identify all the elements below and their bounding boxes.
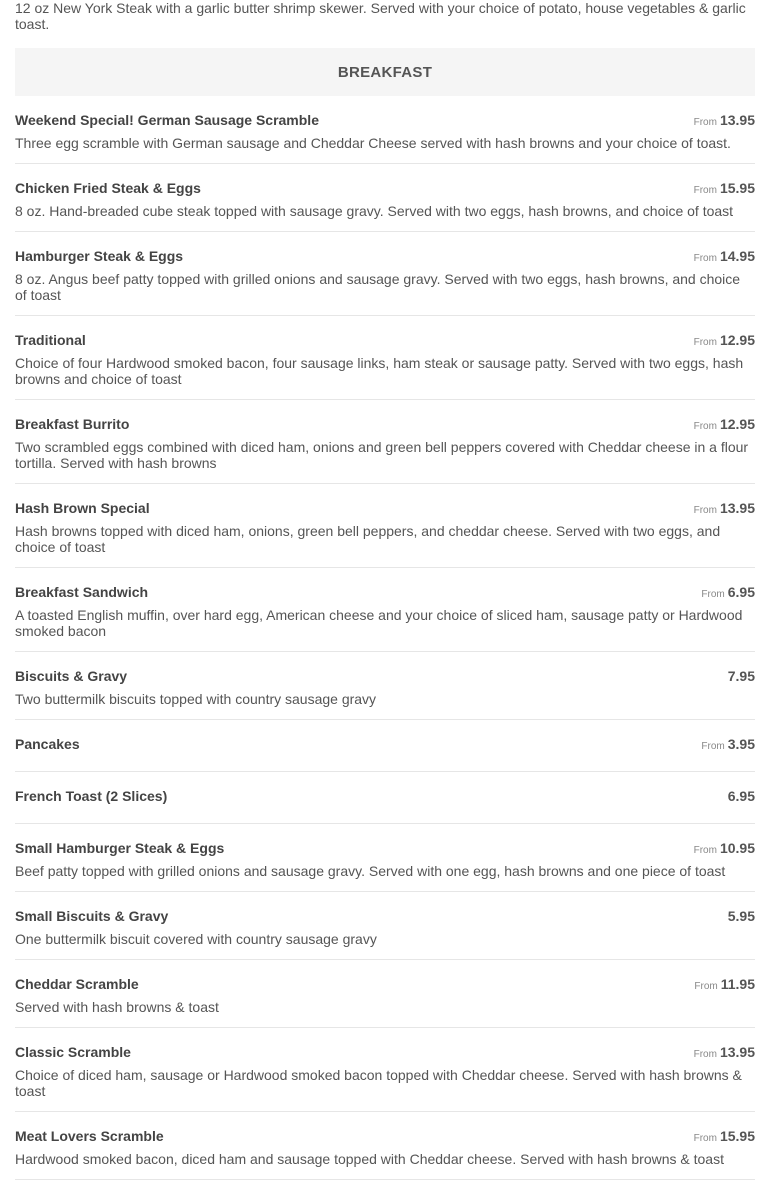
price-from-label: From <box>693 1133 717 1144</box>
menu-item-price: 13.95 <box>719 1044 755 1060</box>
menu-item-name: Pancakes <box>15 736 80 752</box>
menu-item-price-group <box>728 908 755 926</box>
section-header-breakfast[interactable] <box>15 48 755 96</box>
menu-item-price-group <box>694 180 755 198</box>
menu-item-description: One buttermilk biscuit covered with country sausage gravy <box>15 931 377 947</box>
menu-item-price-group <box>694 248 755 266</box>
menu-item-header <box>15 180 755 196</box>
price-from-label: From <box>693 845 717 856</box>
section-title: BREAKFAST <box>337 63 433 81</box>
menu-item[interactable] <box>15 484 755 568</box>
price-from-label: From <box>693 337 717 348</box>
menu-item-price-group <box>728 788 755 806</box>
menu-item-name: Hamburger Steak & Eggs <box>15 248 184 264</box>
menu-item-price: 14.95 <box>719 248 755 264</box>
menu-item-name: Breakfast Sandwich <box>15 584 149 600</box>
menu-item-price: 15.95 <box>719 180 755 196</box>
menu-item-price: 7.95 <box>727 668 755 684</box>
menu-item-header <box>15 976 755 992</box>
menu-item-description: Choice of four Hardwood smoked bacon, four sausage links, ham steak or sausage patty. Served with two eggs, hash browns and choice of toast <box>15 355 744 387</box>
menu-item-price: 13.95 <box>719 112 755 128</box>
price-from-label: From <box>693 185 717 196</box>
menu-item-name: Chicken Fried Steak & Eggs <box>15 180 201 196</box>
price-from-label: From <box>693 253 717 264</box>
menu-item-header <box>15 584 755 600</box>
menu-item[interactable] <box>15 824 755 892</box>
menu-item-header <box>15 668 755 684</box>
menu-item[interactable] <box>15 892 755 960</box>
menu-item[interactable] <box>15 772 755 824</box>
menu-item-price-group <box>694 840 755 858</box>
menu-item-header <box>15 248 755 264</box>
menu-item-price-group <box>701 736 755 754</box>
menu-item-name: Breakfast Burrito <box>15 416 130 432</box>
menu-item-price: 12.95 <box>719 332 755 348</box>
menu-item-price-group <box>694 416 755 434</box>
menu-item-name: Classic Scramble <box>15 1044 131 1060</box>
menu-item-description: Choice of diced ham, sausage or Hardwood smoked bacon topped with Cheddar cheese. Served with hash browns & toast <box>15 1067 742 1099</box>
menu-item[interactable] <box>15 96 755 164</box>
price-from-label: From <box>693 421 717 432</box>
menu-item[interactable] <box>15 652 755 720</box>
previous-item-description: 12 oz New York Steak with a garlic butter shrimp skewer. Served with your choice of potato, house vegetables & garlic toast. <box>15 0 746 32</box>
menu-item-price: 10.95 <box>719 840 755 856</box>
menu-item[interactable] <box>15 400 755 484</box>
menu-item-name: Weekend Special! German Sausage Scramble <box>15 112 319 128</box>
menu-item-price: 11.95 <box>720 976 755 992</box>
menu-item-price: 6.95 <box>727 584 755 600</box>
menu-item-price-group <box>694 112 755 130</box>
menu-item-name: Meat Lovers Scramble <box>15 1128 164 1144</box>
menu-item-header <box>15 840 755 856</box>
menu-item-header <box>15 1044 755 1060</box>
menu-item-header <box>15 332 755 348</box>
menu-item[interactable] <box>15 960 755 1028</box>
menu-item-description: Served with hash browns & toast <box>15 999 219 1015</box>
price-from-label: From <box>693 505 717 516</box>
menu-item-name: Traditional <box>15 332 86 348</box>
menu-item-price-group <box>694 1044 755 1062</box>
menu-item-price-group <box>728 668 755 686</box>
price-from-label: From <box>701 741 725 752</box>
menu-item-header <box>15 1128 755 1144</box>
menu-item-header <box>15 416 755 432</box>
menu-item[interactable] <box>15 568 755 652</box>
menu-item[interactable] <box>15 1028 755 1112</box>
menu-item-price: 12.95 <box>719 416 755 432</box>
menu-item[interactable] <box>15 1112 755 1180</box>
menu-item-description: A toasted English muffin, over hard egg, American cheese and your choice of sliced ham, sausage patty or Hardwood smoked bacon <box>15 607 743 639</box>
menu-item-price: 15.95 <box>719 1128 755 1144</box>
menu-item-price-group <box>694 1128 755 1146</box>
menu-item-name: Cheddar Scramble <box>15 976 139 992</box>
menu-item-header <box>15 788 755 804</box>
price-from-label: From <box>693 117 717 128</box>
menu-item-price: 5.95 <box>727 908 755 924</box>
menu-item-description: 8 oz. Angus beef patty topped with grilled onions and sausage gravy. Served with two eggs, hash browns, and choice of toast <box>15 271 741 303</box>
menu-item-name: Hash Brown Special <box>15 500 150 516</box>
menu-item[interactable] <box>15 164 755 232</box>
menu-item-price: 3.95 <box>727 736 755 752</box>
price-from-label: From <box>701 589 725 600</box>
menu-item[interactable] <box>15 316 755 400</box>
menu-item[interactable] <box>15 720 755 772</box>
menu-container <box>15 0 755 1180</box>
menu-item-price-group <box>694 976 755 994</box>
menu-item-description: 8 oz. Hand-breaded cube steak topped with sausage gravy. Served with two eggs, hash browns, and choice of toast <box>15 203 734 219</box>
menu-item-description: Beef patty topped with grilled onions and sausage gravy. Served with one egg, hash browns and one piece of toast <box>15 863 726 879</box>
menu-item-name: Small Hamburger Steak & Eggs <box>15 840 225 856</box>
menu-item-list <box>15 96 755 1180</box>
menu-item-description: Hash browns topped with diced ham, onions, green bell peppers, and cheddar cheese. Served with two eggs, and choice of toast <box>15 523 721 555</box>
menu-item-description: Two buttermilk biscuits topped with country sausage gravy <box>15 691 377 707</box>
menu-item-price-group <box>694 332 755 350</box>
price-from-label: From <box>693 1049 717 1060</box>
menu-item-price: 13.95 <box>719 500 755 516</box>
menu-item-description: Three egg scramble with German sausage and Cheddar Cheese served with hash browns and your choice of toast. <box>15 135 731 151</box>
menu-item-price-group <box>701 584 755 602</box>
price-from-label: From <box>694 981 718 992</box>
menu-item-header <box>15 112 755 128</box>
menu-item-header <box>15 500 755 516</box>
menu-item-name: French Toast (2 Slices) <box>15 788 168 804</box>
menu-item[interactable] <box>15 232 755 316</box>
menu-item-description: Hardwood smoked bacon, diced ham and sausage topped with Cheddar cheese. Served with hash browns & toast <box>15 1151 724 1167</box>
menu-item-price-group <box>694 500 755 518</box>
menu-item-name: Small Biscuits & Gravy <box>15 908 169 924</box>
menu-item-price: 6.95 <box>727 788 755 804</box>
menu-item-name: Biscuits & Gravy <box>15 668 128 684</box>
menu-item-header <box>15 736 755 752</box>
menu-item-description: Two scrambled eggs combined with diced ham, onions and green bell peppers covered with Cheddar cheese in a flour tortilla. Served with hash browns <box>15 439 749 471</box>
menu-item-header <box>15 908 755 924</box>
